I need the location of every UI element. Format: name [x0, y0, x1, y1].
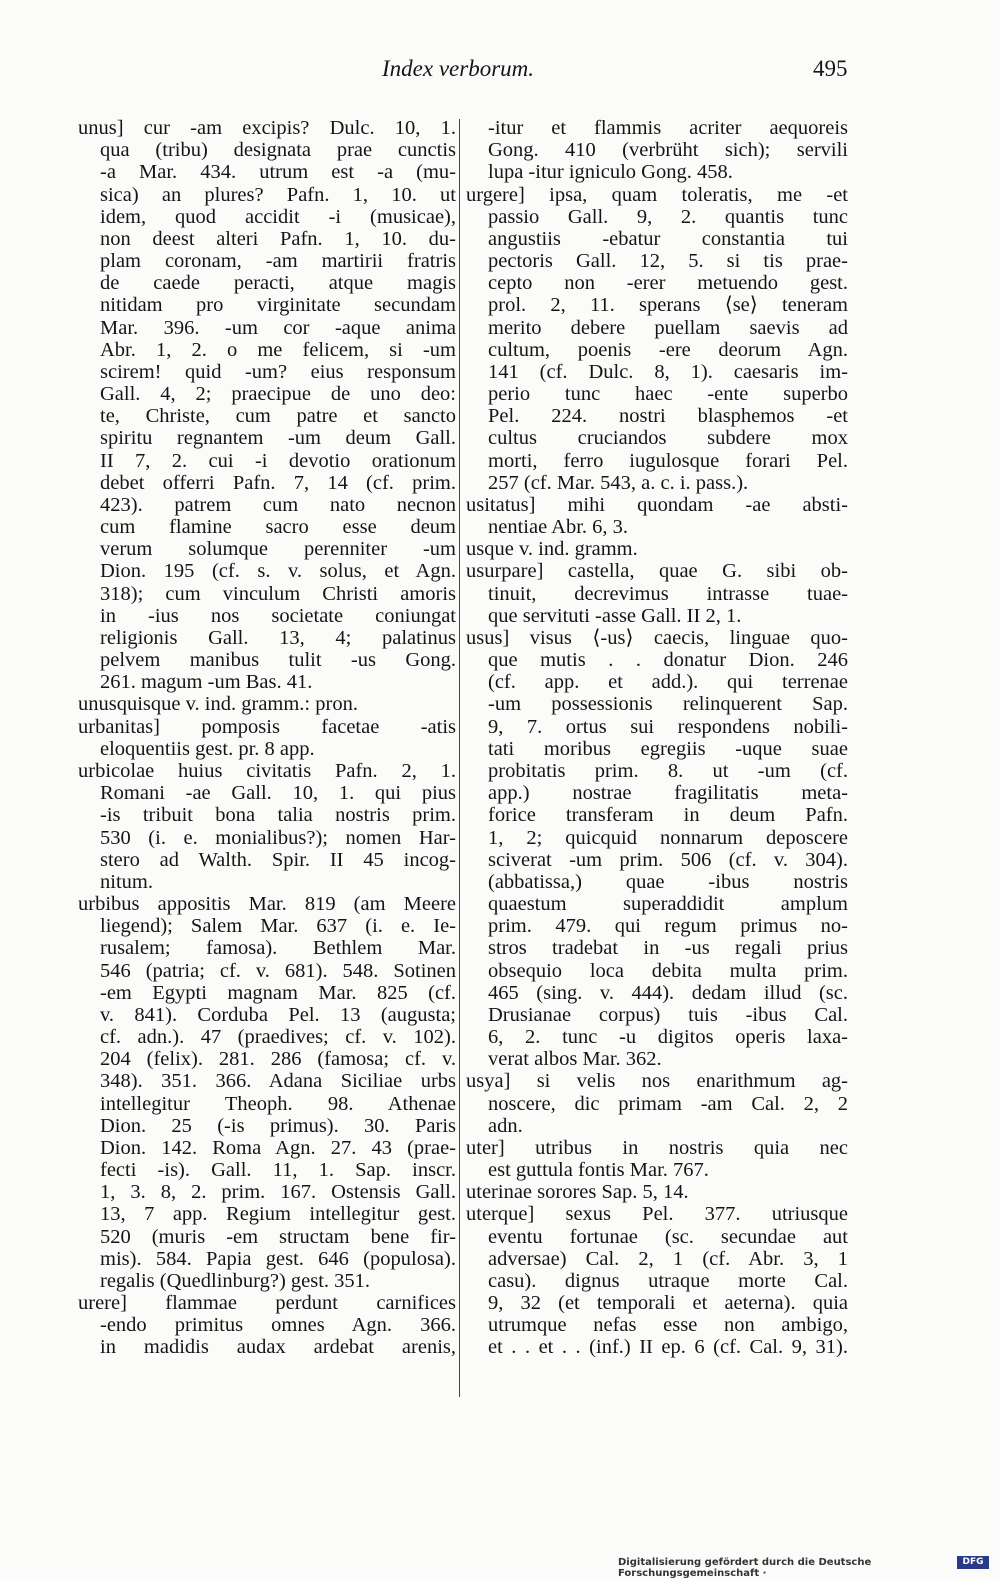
page-number: 495	[813, 56, 848, 81]
text-line: urbibus appositis Mar. 819 (am Meere	[78, 893, 456, 916]
text-line: Dion. 195 (cf. s. v. solus, et Agn.	[100, 560, 456, 583]
text-line: Dion. 25 (-is primus). 30. Paris	[100, 1114, 456, 1137]
text-line: cf. adn.). 47 (praedives; cf. v. 102).	[100, 1026, 456, 1049]
text-line: probitatis prim. 8. ut -um (cf.	[488, 759, 848, 782]
text-line: cepto non -erer metuendo gest.	[488, 272, 848, 295]
text-line: urbicolae huius civitatis Pafn. 2, 1.	[78, 759, 456, 782]
text-line: 423). patrem cum nato necnon	[100, 493, 456, 516]
text-line: sciverat -um prim. 506 (cf. v. 304).	[488, 848, 848, 871]
left-column	[78, 117, 456, 1359]
text-line: in -ius nos societate coniungat	[100, 604, 456, 627]
text-line: liegend); Salem Mar. 637 (i. e. Ie-	[100, 915, 456, 938]
text-line: fecti -is). Gall. 11, 1. Sap. inscr.	[100, 1159, 456, 1182]
text-line: urgere] ipsa, quam toleratis, me -et	[466, 183, 848, 206]
text-line: -em Egypti magnam Mar. 825 (cf.	[100, 981, 456, 1004]
text-line: cum flamine sacro esse deum	[100, 516, 456, 539]
text-line: pelvem manibus tulit -us Gong.	[100, 649, 456, 672]
text-line: mis). 584. Papia gest. 646 (populosa).	[100, 1247, 456, 1270]
text-line: usus] visus ⟨-us⟩ caecis, linguae quo-	[466, 626, 848, 649]
text-line: Pel. 224. nostri blasphemos -et	[488, 405, 848, 428]
text-line: app.) nostrae fragilitatis meta-	[488, 782, 848, 805]
text-line: 13, 7 app. Regium intellegitur gest.	[100, 1203, 456, 1226]
dfg-logo: DFG	[957, 1556, 989, 1569]
text-line: (abbatissa,) quae -ibus nostris	[488, 870, 848, 893]
text-line: morti, ferro iugulosque forari Pel.	[488, 449, 848, 472]
text-line: noscere, dic primam -am Cal. 2, 2	[488, 1092, 848, 1115]
text-line: religionis Gall. 13, 4; palatinus	[100, 626, 456, 649]
text-line: eloquentiis gest. pr. 8 app.	[100, 737, 315, 760]
text-line: in madidis audax ardebat arenis,	[100, 1336, 456, 1359]
text-line: pectoris Gall. 12, 5. si tis prae-	[488, 250, 848, 273]
text-line: casu). dignus utraque morte Cal.	[488, 1269, 848, 1292]
text-line: 257 (cf. Mar. 543, a. c. i. pass.).	[488, 471, 749, 494]
text-line: usitatus] mihi quondam -ae absti-	[466, 493, 848, 516]
running-title: Index verborum.	[382, 56, 535, 81]
text-line: 261. magum -um Bas. 41.	[100, 671, 313, 694]
text-line: (cf. app. et add.). qui terrenae	[488, 671, 848, 694]
text-line: stros tradebat in -us regali prius	[488, 937, 848, 960]
text-line: 6, 2. tunc -u digitos operis laxa-	[488, 1026, 848, 1049]
footer-credit: Digitalisierung gefördert durch die Deutsche Forschungsgemeinschaft ·	[618, 1557, 872, 1579]
text-line: uterque] sexus Pel. 377. utriusque	[466, 1203, 848, 1226]
column-divider	[459, 119, 460, 1397]
text-line: verat albos Mar. 362.	[488, 1048, 662, 1071]
text-line: adn.	[488, 1114, 523, 1137]
text-line: plam coronam, -am martirii fratris	[100, 250, 456, 273]
text-line: angustiis -ebatur constantia tui	[488, 227, 848, 250]
text-line: 546 (patria; cf. v. 681). 548. Sotinen	[100, 959, 456, 982]
text-line: quaestum superaddidit amplum	[488, 893, 848, 916]
text-line: Drusianae corpus) tuis -ibus Cal.	[488, 1003, 848, 1026]
text-line: 318); cum vinculum Christi amoris	[100, 582, 456, 605]
text-line: verum solumque perenniter -um	[100, 538, 456, 561]
text-line: II 7, 2. cui -i devotio orationum	[100, 449, 456, 472]
right-column	[466, 117, 848, 1359]
text-line: tati moribus egregiis -uque suae	[488, 737, 848, 760]
text-line: 9, 7. ortus sui respondens nobili-	[488, 715, 848, 738]
text-line: de caede peracti, atque magis	[100, 272, 456, 295]
text-line: spiritu regnantem -um deum Gall.	[100, 427, 456, 450]
text-line: forice transferam in deum Pafn.	[488, 804, 848, 827]
text-line: sica) an plures? Pafn. 1, 10. ut	[100, 183, 456, 206]
text-line: 520 (muris -em structam bene fir-	[100, 1225, 456, 1248]
text-line: nitum.	[100, 870, 153, 893]
text-line: unusquisque v. ind. gramm.: pron.	[78, 693, 358, 716]
text-line: uter] utribus in nostris quia nec	[466, 1136, 848, 1159]
page-header	[0, 56, 1000, 86]
text-line: passio Gall. 9, 2. quantis tunc	[488, 205, 848, 228]
text-line: -itur et flammis acriter aequoreis	[488, 117, 848, 139]
text-line: Gong. 410 (verbrüht sich); servili	[488, 139, 848, 162]
text-line: 348). 351. 366. Adana Siciliae urbs	[100, 1070, 456, 1093]
text-line: stero ad Walth. Spir. II 45 incog-	[100, 848, 456, 871]
text-line: v. 841). Corduba Pel. 13 (augusta;	[100, 1003, 456, 1026]
text-line: 141 (cf. Dulc. 8, 1). caesaris im-	[488, 360, 848, 383]
text-line: 1, 2; quicquid nonnarum deposcere	[488, 826, 848, 849]
text-line: Gall. 4, 2; praecipue de uno deo:	[100, 383, 456, 406]
text-line: tinuit, decrevimus intrasse tuae-	[488, 582, 848, 605]
text-line: unus] cur -am excipis? Dulc. 10, 1.	[78, 117, 456, 139]
text-line: perio tunc haec -ente superbo	[488, 383, 848, 406]
text-line: prim. 479. qui regum primus no-	[488, 915, 848, 938]
text-line: te, Christe, cum patre et sancto	[100, 405, 456, 428]
text-line: et . . et . . (inf.) II ep. 6 (cf. Cal. 9, 31).	[488, 1336, 848, 1359]
text-line: rusalem; famosa). Bethlem Mar.	[100, 937, 456, 960]
text-line: nitidam pro virginitate secundam	[100, 294, 456, 317]
text-line: uterinae sorores Sap. 5, 14.	[466, 1181, 689, 1204]
text-line: intellegitur Theoph. 98. Athenae	[100, 1092, 456, 1115]
text-line: cultum, poenis -ere deorum Agn.	[488, 338, 848, 361]
text-line: usya] si velis nos enarithmum ag-	[466, 1070, 848, 1093]
text-line: non deest alteri Pafn. 1, 10. du-	[100, 227, 456, 250]
text-line: Mar. 396. -um cor -aque anima	[100, 316, 456, 339]
text-line: est guttula fontis Mar. 767.	[488, 1159, 709, 1182]
text-line: 204 (felix). 281. 286 (famosa; cf. v.	[100, 1048, 456, 1071]
text-line: urbanitas] pomposis facetae -atis	[78, 715, 456, 738]
text-line: cultus cruciandos subdere mox	[488, 427, 848, 450]
text-line: lupa -itur igniculo Gong. 458.	[488, 161, 733, 184]
text-line: utrumque nefas esse non ambigo,	[488, 1314, 848, 1337]
text-line: urere] flammae perdunt carnifices	[78, 1292, 456, 1315]
text-line: -is tribuit bona talia nostris prim.	[100, 804, 456, 827]
text-line: debet offerri Pafn. 7, 14 (cf. prim.	[100, 471, 456, 494]
text-line: usque v. ind. gramm.	[466, 538, 638, 561]
text-line: Dion. 142. Roma Agn. 27. 43 (prae-	[100, 1136, 456, 1159]
text-line: que servituti -asse Gall. II 2, 1.	[488, 604, 742, 627]
text-line: prol. 2, 11. sperans ⟨se⟩ teneram	[488, 294, 848, 317]
text-line: Abr. 1, 2. o me felicem, si -um	[100, 338, 456, 361]
text-line: que mutis . . donatur Dion. 246	[488, 649, 848, 672]
text-line: adversae) Cal. 2, 1 (cf. Abr. 3, 1	[488, 1247, 848, 1270]
text-line: 9, 32 (et temporali et aeterna). quia	[488, 1292, 848, 1315]
text-line: qua (tribu) designata prae cunctis	[100, 139, 456, 162]
text-line: -a Mar. 434. utrum est -a (mu-	[100, 161, 456, 184]
text-line: eventu fortunae (sc. secundae aut	[488, 1225, 848, 1248]
text-line: -endo primitus omnes Agn. 366.	[100, 1314, 456, 1337]
text-line: -um possessionis relinquerent Sap.	[488, 693, 848, 716]
text-line: usurpare] castella, quae G. sibi ob-	[466, 560, 848, 583]
text-line: Romani -ae Gall. 10, 1. qui pius	[100, 782, 456, 805]
text-line: idem, quod accidit -i (musicae),	[100, 205, 456, 228]
text-line: 530 (i. e. monialibus?); nomen Har-	[100, 826, 456, 849]
text-line: 465 (sing. v. 444). dedam illud (sc.	[488, 981, 848, 1004]
text-line: nentiae Abr. 6, 3.	[488, 516, 629, 539]
text-line: merito debere puellam saevis ad	[488, 316, 848, 339]
text-line: obsequio loca debita multa prim.	[488, 959, 848, 982]
text-line: regalis (Quedlinburg?) gest. 351.	[100, 1269, 371, 1292]
text-line: scirem! quid -um? eius responsum	[100, 360, 456, 383]
text-line: 1, 3. 8, 2. prim. 167. Ostensis Gall.	[100, 1181, 456, 1204]
